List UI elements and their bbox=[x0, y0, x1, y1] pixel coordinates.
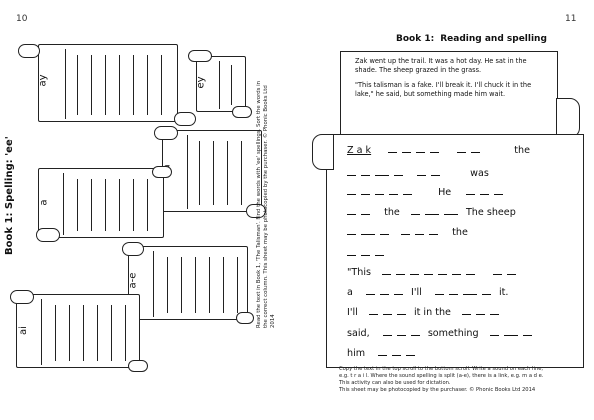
writing-line-7 bbox=[347, 267, 521, 280]
scroll-ea bbox=[162, 130, 262, 212]
scroll-a bbox=[38, 168, 164, 238]
right-title-book: Book 1: bbox=[396, 34, 435, 44]
word-ill-1: I'll bbox=[411, 287, 422, 298]
scroll-a-curl-top bbox=[152, 166, 172, 178]
page-number-right: 11 bbox=[565, 14, 577, 24]
word-the-3: the bbox=[452, 227, 468, 238]
word-he: He bbox=[438, 187, 452, 198]
word-said: said, bbox=[347, 328, 370, 339]
word-was: was bbox=[470, 168, 489, 179]
left-page-title: Book 1: Spelling: 'ee' bbox=[4, 136, 15, 255]
scroll-label-a-e: a-e bbox=[127, 272, 139, 289]
writing-line-11 bbox=[347, 348, 420, 361]
writing-line-8 bbox=[347, 287, 508, 300]
writing-line-5 bbox=[347, 227, 468, 240]
word-the-1: the bbox=[514, 145, 531, 156]
scroll-a-curl bbox=[36, 228, 60, 242]
scroll-ai bbox=[16, 294, 140, 368]
left-instructions: Read the text in Book 1, 'The Talisman'. Find the words with 'ee' spellings. Sort the words in the correct column. This sheet may be photocopied by the purchaser. © Phonic Books Ltd 2014 bbox=[256, 80, 276, 328]
scroll-a-e-curl bbox=[122, 242, 144, 256]
scroll-ay-curl bbox=[18, 44, 40, 58]
instruction-line-3: This activity can also be used for dictation. bbox=[339, 380, 451, 386]
writing-line-9 bbox=[347, 307, 504, 320]
scroll-a-e bbox=[128, 246, 248, 320]
instruction-line-2: e.g. t r a i l. Where the sound spelling is split (a-e), there is a link, e.g. m a d e. bbox=[339, 373, 544, 379]
scroll-ai-curl-bottom bbox=[128, 360, 148, 372]
right-title-subtitle: Reading and spelling bbox=[440, 34, 547, 44]
instruction-line-4: This sheet may be photocopied by the purchaser. © Phonic Books Ltd 2014 bbox=[339, 387, 536, 393]
scroll-ey-curl-bottom bbox=[232, 106, 252, 118]
word-the-sheep: The sheep bbox=[465, 207, 516, 218]
writing-line-3 bbox=[347, 187, 508, 200]
bottom-scroll-curl bbox=[312, 134, 334, 170]
passage-paragraph-1: Zak went up the trail. It was a hot day. He sat in the shade. The sheep grazed in the grass. bbox=[355, 57, 527, 74]
scroll-a-e-curl-bottom bbox=[236, 312, 254, 324]
top-scroll-passage bbox=[340, 51, 558, 137]
word-this: "This bbox=[347, 267, 372, 278]
top-scroll-curl bbox=[556, 98, 580, 138]
writing-line-1 bbox=[347, 145, 530, 158]
scroll-ai-curl bbox=[10, 290, 34, 304]
scroll-label-ay: ay bbox=[37, 74, 49, 87]
writing-line-10 bbox=[347, 328, 537, 341]
word-him: him bbox=[347, 348, 366, 359]
scroll-ay bbox=[38, 44, 178, 122]
word-ill-2: I'll bbox=[347, 307, 358, 318]
scroll-ey-curl bbox=[188, 50, 212, 62]
word-something: something bbox=[427, 328, 479, 339]
word-a: a bbox=[347, 287, 353, 298]
writing-line-6 bbox=[347, 248, 389, 261]
scroll-ay-curl-bottom bbox=[174, 112, 196, 126]
bottom-scroll-writing bbox=[326, 134, 584, 368]
scroll-label-ey: ey bbox=[195, 76, 207, 89]
bottom-instructions bbox=[339, 366, 579, 394]
scroll-ea-curl bbox=[154, 126, 178, 140]
instruction-line-1: Copy the text in the top scroll to the bottom scroll. Write a sound on each line, bbox=[339, 366, 544, 372]
passage-paragraph-2: "This talisman is a fake. I'll break it. I'll chuck it in the lake," he said, but something made him wait. bbox=[355, 81, 532, 98]
scroll-label-a: a bbox=[38, 199, 50, 206]
page-number-left: 10 bbox=[16, 14, 28, 24]
scroll-ey bbox=[196, 56, 246, 112]
word-it-in-the: it in the bbox=[413, 307, 451, 318]
right-page-title bbox=[396, 34, 547, 44]
example-word: Z a k bbox=[347, 145, 372, 156]
writing-line-4 bbox=[347, 207, 516, 220]
word-the-2: the bbox=[384, 207, 400, 218]
word-it: it. bbox=[498, 287, 509, 298]
writing-line-2 bbox=[347, 168, 489, 181]
scroll-label-ai: ai bbox=[17, 326, 29, 335]
